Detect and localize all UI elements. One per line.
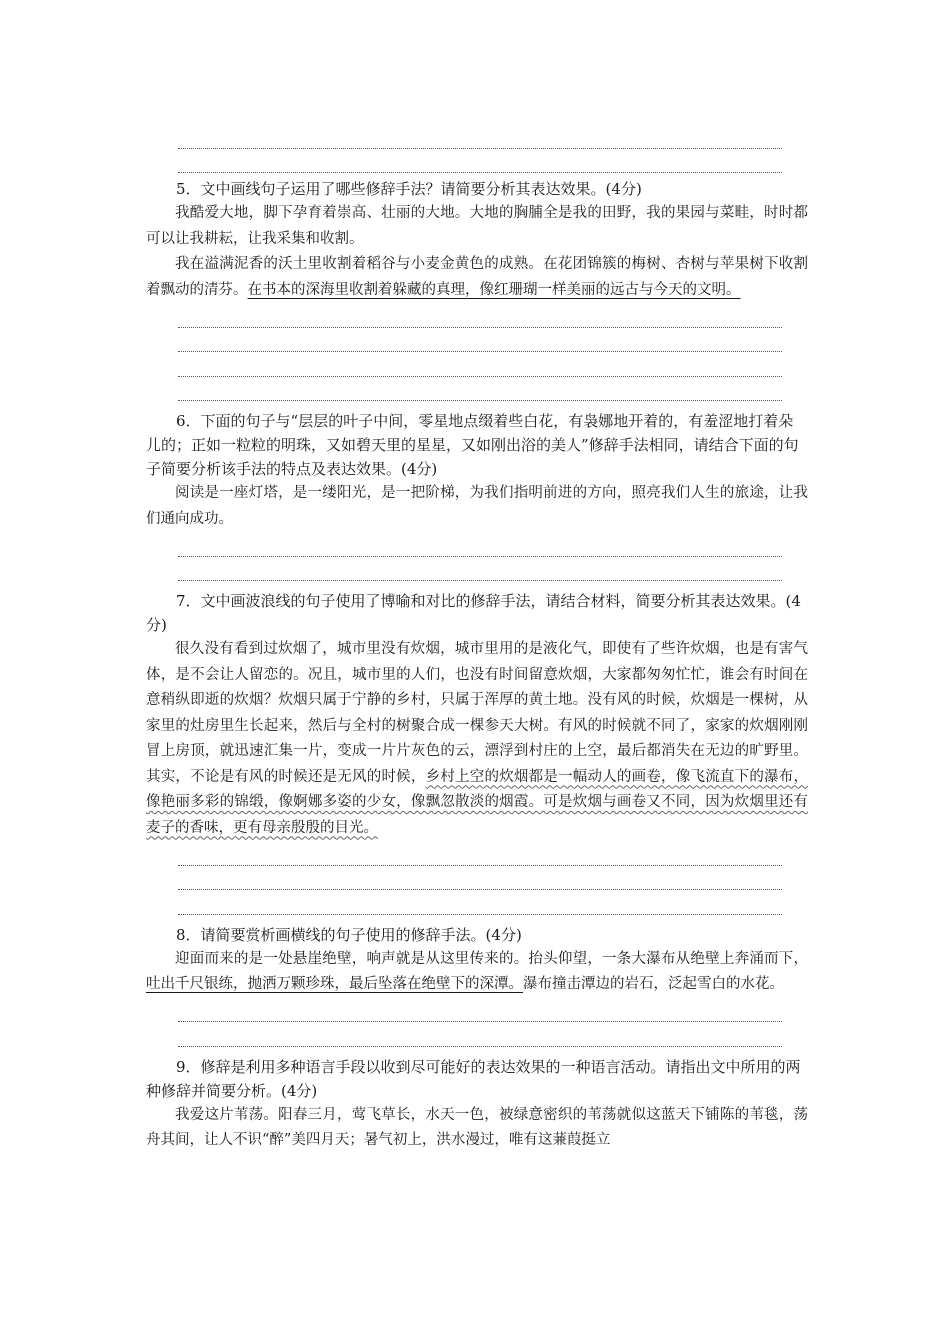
answer-line[interactable] (178, 1022, 782, 1047)
question-8-passage-p1 (146, 947, 808, 998)
answer-line[interactable] (178, 890, 782, 915)
question-7-passage-text: 很久没有看到过炊烟了，城市里没有炊烟，城市里用的是液化气，即使有了些许炊烟，也是有害气体，是不会让人留恋的。况且，城市里的人们，也没有时间留意炊烟，大家都匆匆忙忙，谁会有时间在意稍纵即逝的炊烟？炊烟只属于宁静的乡村，只属于浑厚的黄土地。没有风的时候，炊烟是一棵树，从家里的灶房里生长起来，然后与全村的树聚合成一棵参天大树。有风的时候就不同了，家家的炊烟刚刚冒上房顶，就迅速汇集一片，变成一片片灰色的云，漂浮到村庄的上空，最后都消失在无边的旷野里。其实，不论是有风的时候还是无风的时候， (146, 641, 808, 785)
underlined-sentence: 吐出千尺银练，抛洒万颗珍珠，最后坠落在绝壁下的深潭。 (146, 976, 523, 992)
question-8-passage-text-b: 瀑布撞击潭边的岩石，泛起雪白的水花。 (523, 976, 784, 992)
answer-line[interactable] (178, 303, 782, 328)
question-7-prompt: 7．文中画波浪线的句子使用了博喻和对比的修辞手法，请结合材料，简要分析其表达效果。(4分) (146, 592, 801, 634)
answer-line[interactable] (178, 841, 782, 866)
question-5-passage-p1: 我酷爱大地，脚下孕育着崇高、壮丽的大地。大地的胸脯全是我的田野，我的果园与菜畦，时时都可以让我耕耘，让我采集和收割。 (146, 205, 808, 247)
page-content (146, 0, 808, 1154)
question-9-prompt: 9．修辞是利用多种语言手段以收到尽可能好的表达效果的一种语言活动。请指出文中所用的两种修辞并简要分析。(4分) (146, 1057, 801, 1100)
answer-lines-q4 (178, 124, 782, 173)
question-5-passage-p2 (146, 252, 808, 303)
question-8-passage-text-a: 迎面而来的是一处悬崖绝壁，响声就是从这里传来的。抬头仰望，一条大瀑布从绝壁上奔涌而下， (175, 950, 808, 967)
answer-line[interactable] (178, 532, 782, 557)
answer-line[interactable] (178, 149, 782, 174)
answer-line[interactable] (178, 557, 782, 582)
answer-line[interactable] (178, 866, 782, 891)
answer-line[interactable] (178, 352, 782, 377)
question-9-passage-p1: 我爱这片苇荡。阳春三月，莺飞草长，水天一色，被绿意密织的苇荡就似这蓝天下铺陈的苇毯，荡舟其间，让人不识“醉”美四月天；暑气初上，洪水漫过，唯有这蒹葭挺立 (146, 1106, 808, 1148)
answer-lines-q6 (178, 532, 782, 581)
answer-line[interactable] (178, 124, 782, 149)
question-6-prompt: 6．下面的句子与“层层的叶子中间，零星地点缀着些白花，有袅娜地开着的，有羞涩地打着朵儿的；正如一粒粒的明珠，又如碧天里的星星，又如刚出浴的美人”修辞手法相同，请结合下面的句子简要分析该手法的特点及表达效果。(4分) (146, 412, 799, 478)
question-5-prompt: 5．文中画线句子运用了哪些修辞手法？请简要分析其表达效果。(4分) (176, 180, 642, 198)
answer-line[interactable] (178, 998, 782, 1023)
answer-line[interactable] (178, 328, 782, 353)
answer-lines-q5 (178, 303, 782, 401)
question-5-passage-p2-text: 我在溢满泥香的沃土里收割着稻谷与小麦金黄色的成熟。在花团锦簇的梅树、杏树与苹果树下收割着飘动的清芬。 (146, 256, 808, 298)
answer-line[interactable] (178, 377, 782, 402)
question-7-passage-p1 (146, 637, 808, 841)
question-6-passage-p1: 阅读是一座灯塔，是一缕阳光，是一把阶梯，为我们指明前进的方向，照亮我们人生的旅途，让我们通向成功。 (146, 485, 808, 527)
answer-lines-q7 (178, 841, 782, 915)
question-8-prompt: 8．请简要赏析画横线的句子使用的修辞手法。(4分) (176, 925, 522, 944)
underlined-sentence: 在书本的深海里收割着躲藏的真理，像红珊瑚一样美丽的远古与今天的文明。 (247, 281, 741, 298)
wavy-underlined-sentence: 乡村上空的炊烟都是一幅动人的画卷，像飞流直下的瀑布，像艳丽多彩的锦缎，像婀娜多姿的少女，像飘忽散淡的烟霞。可是炊烟与画卷又不同，因为炊烟里还有麦子的香味，更有母亲殷殷的目光。 (146, 768, 809, 836)
answer-lines-q8 (178, 998, 782, 1047)
